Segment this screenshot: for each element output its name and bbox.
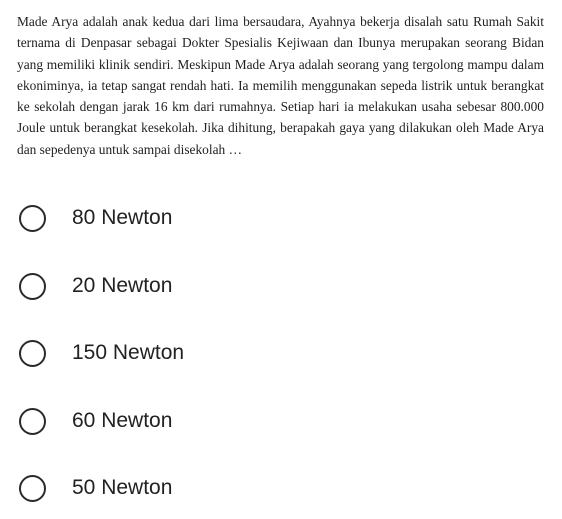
radio-button-icon[interactable] xyxy=(19,340,46,367)
option-label: 50 Newton xyxy=(72,476,173,499)
option-e[interactable] xyxy=(12,468,312,508)
option-d[interactable] xyxy=(12,401,312,441)
radio-button-icon[interactable] xyxy=(19,205,46,232)
radio-button-icon[interactable] xyxy=(19,408,46,435)
question-text: Made Arya adalah anak kedua dari lima bersaudara, Ayahnya bekerja disalah satu Rumah Sakit ternama di Denpasar sebagai Dokter Spesialis Kejiwaan dan Ibunya merupakan seorang Bidan yang memiliki klinik sendiri. Meskipun Made Arya adalah seorang yang tergolong mampu dalam ekoniminya, ia tetap sangat rendah hati. Ia memilih menggunakan sepeda listrik untuk berangkat ke sekolah dengan jarak 16 km dari rumahnya. Setiap hari ia melakukan usaha sebesar 800.000 Joule untuk berangkat kesekolah. Jika dihitung, berapakah gaya yang dilakukan oleh Made Arya dan sepedenya untuk sampai disekolah … xyxy=(17,14,544,157)
option-c[interactable] xyxy=(12,333,312,373)
option-label: 20 Newton xyxy=(72,274,173,297)
option-label: 80 Newton xyxy=(72,206,173,229)
radio-button-icon[interactable] xyxy=(19,273,46,300)
radio-button-icon[interactable] xyxy=(19,475,46,502)
option-label: 150 Newton xyxy=(72,341,185,364)
option-label: 60 Newton xyxy=(72,409,173,432)
option-b[interactable] xyxy=(12,266,312,306)
option-a[interactable] xyxy=(12,198,312,238)
